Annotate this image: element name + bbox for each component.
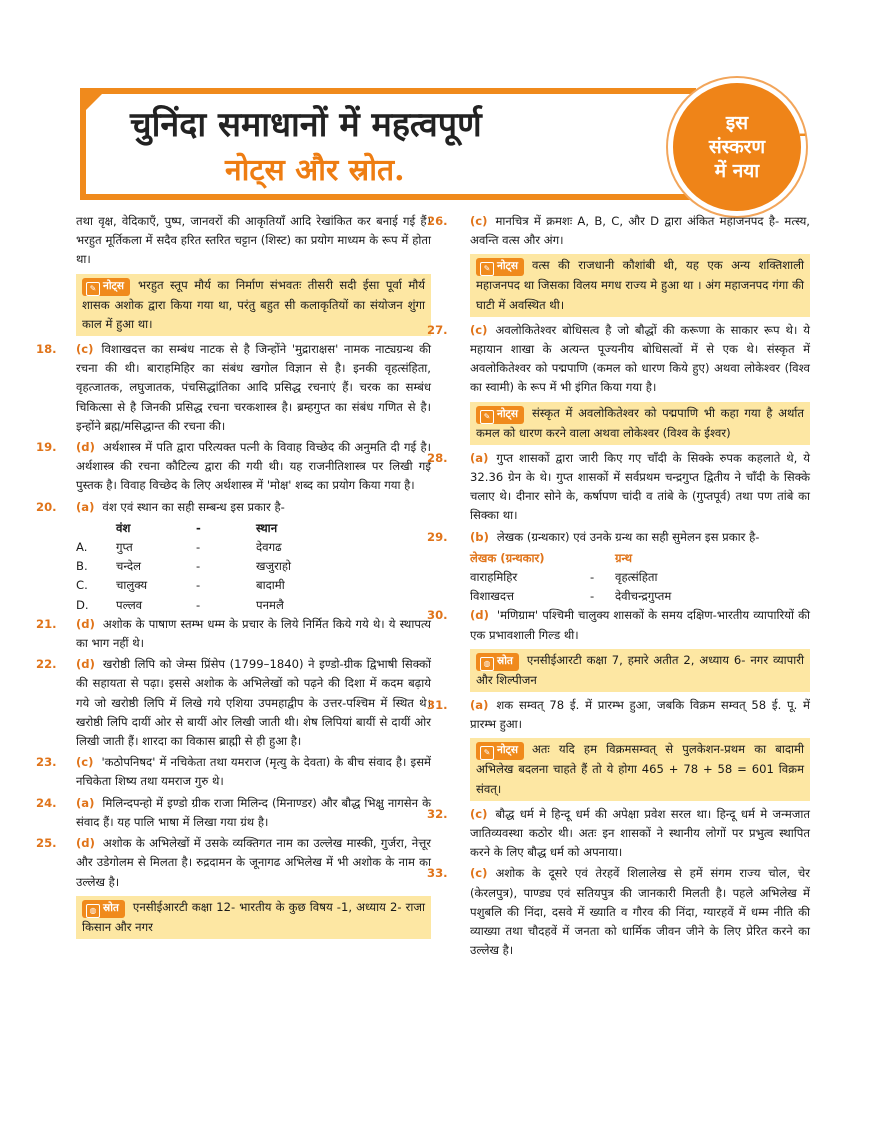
notes-tag: ✎ नोट्स [82, 278, 130, 296]
notes-box: ✎ नोट्स अतः यदि हम विक्रमसम्वत् से पुलकेशन-प्रथम का बादामी अभिलेख बदलना चाहते हैं तो ये होगा 465 + 78 + 58 = 601 विक्रम संवत्। [470, 738, 810, 800]
question-23: 23. (c) 'कठोपनिषद' में नचिकेता तथा यमराज (मृत्यु के देवता) के बीच संवाद है। इसमें नचिकेता शिष्य तथा यमराज गुरु थे। [36, 755, 431, 789]
page-title: चुनिंदा समाधानों में महत्वपूर्ण [130, 105, 482, 145]
notes-tag: ✎ नोट्स [476, 406, 524, 424]
question-31: 31. (a) शक सम्वत् 78 ई. में प्रारम्भ हुआ, जबकि विक्रम सम्वत् 58 ई. पू. में प्रारम्भ हुआ। [427, 698, 810, 732]
question-30: 30. (d) 'मणिग्राम' पश्चिमी चालुक्य शासकों के समय दक्षिण-भारतीय व्यापारियों की एक प्रभावशाली गिल्ड थी। [427, 608, 810, 642]
intro-paragraph: तथा वृक्ष, वेदिकाएँ, पुष्प, जानवरों की आकृतियाँ आदि रेखांकित कर बनाई गई हैं। भरहुत मूर्तिकला में सदैव हरित स्तरित चट्टान (शिस्ट) का प्रयोग माध्यम के रूप में होता था। [76, 214, 431, 267]
question-22: 22. (d) खरोष्ठी लिपि को जेम्स प्रिंसेप (1799–1840) ने इण्डो-ग्रीक द्विभाषी सिक्कों की सहायता से पढ़ा। इससे अशोक के अभिलेखों को पढ़ने की दिशा में कदम बढ़ाये गये जो खरोष्ठी लिपि में लिखे गये एशिया उपमहाद्वीप के उत्तर-पश्चिम में स्थित थे। खरोष्ठी लिपि दायीं ओर से बायीं ओर लिखी जाती थी। शेष लिपियां बायीं से दायीं ओर लिखी जाती हैं। शारदा का विकास ब्राह्मी से ही हुआ है। [36, 657, 431, 749]
question-26: 26. (c) मानचित्र में क्रमशः A, B, C, और D द्वारा अंकित महाजनपद है- मत्स्य, अवन्ति वत्स और अंग। [427, 214, 810, 248]
question-20: 20. (a) वंश एवं स्थान का सही सम्बन्ध इस प्रकार है- [36, 499, 285, 514]
question-24: 24. (a) मिलिन्दपन्हो में इण्डो ग्रीक राजा मिलिन्द (मिनाण्डर) और बौद्ध भिक्षु नागसेन के संवाद हैं। यह पालि भाषा में लिखा गया ग्रंथ है। [36, 795, 431, 829]
pencil-icon: ✎ [480, 410, 494, 424]
page-subtitle: नोट्स और स्रोत. [225, 153, 405, 188]
source-tag: ◍ स्रोत [82, 900, 125, 918]
badge-line-1: इस [725, 112, 749, 134]
badge-line-3: में नया [714, 160, 760, 182]
right-column [427, 212, 810, 963]
globe-icon: ◍ [480, 657, 494, 671]
dynasty-place-table: वंश - स्थान A. गुप्त - देवगढ B. चन्देल - खजुराहो C. चालुक्य - बादामी D. पल्लव - पनमलै [76, 520, 291, 612]
notes-box: ✎ नोट्स वत्स की राजधानी कौशांबी थी, यह एक अन्य शक्तिशाली महाजनपद था जिसका विलय मगध राज्य मे हुआ था । अंग महाजनपद गंगा की घाटी में अवस्थित थी। [470, 254, 810, 316]
question-33: 33. (c) अशोक के दूसरे एवं तेरहवें शिलालेख से हमें संगम राज्य चोल, चेर (केरलपुत्र), पाण्ड्य एवं सतियपुत्र की जानकारी मिलती है। पहले अभिलेख में पशुबलि की निंदा, दसवे में ख्याति व गौरव की निंदा, ग्यारहवें में धम्म नीति की व्याख्या तथा चौदहवें में जनता को धार्मिक जीवन जीने के लिए प्रेरित करने का उल्लेख है। [427, 866, 810, 958]
notes-tag: ✎ नोट्स [476, 258, 524, 276]
left-column [36, 212, 431, 943]
question-28: 28. (a) गुप्त शासकों द्वारा जारी किए गए चाँदी के सिक्के रुपक कहलाते थे, ये 32.36 ग्रेन के थे। गुप्त शासकों में सर्वप्रथम चन्द्रगुप्त द्वितीय ने चाँदी के सिक्के चलाए थे। दीनार सोने के, कर्षापण चांदी व तांबे के (गुप्तपूर्व) तथा पण तांबे का सिक्का था। [427, 450, 810, 523]
pencil-icon: ✎ [86, 282, 100, 296]
author-work-table: लेखक (ग्रन्थकार) ग्रन्थ वाराहमिहिर - वृहत्संहिता विशाखदत्त - देवीचन्द्रगुप्तम [470, 550, 672, 604]
question-18: 18. (c) विशाखदत्त का सम्बंध नाटक से है जिन्होंने 'मुद्राराक्षस' नामक नाट्यग्रन्थ की रचना की थी। बाराहमिहिर का संबंध खगोल विज्ञान से है। इनकी वृहत्संहिता, वृहत्जातक, लघुजातक, पंचसिद्धांतिका आदि प्रसिद्ध रचनाएं हैं। चरक का सम्बंध चिकित्सा से है जिनकी प्रसिद्ध रचना चरकशास्त्र है। ब्रम्हगुप्त का संबंध गणित से है। इन्होंने ब्रह्म/मसिद्धान्त की रचना की। [36, 342, 431, 433]
question-21: 21. (d) अशोक के पाषाण स्तम्भ धम्म के प्रचार के लिये निर्मित किये गये थे। ये स्थापत्य का भाग नहीं थे। [36, 616, 431, 651]
question-25: 25. (d) अशोक के अभिलेखों में उसके व्यक्तिगत नाम का उल्लेख मास्की, गुर्जरा, नेत्तूर और उडेगोलम से मिलता है। रुद्रदामन के जूनागढ अभिलेख में भी अशोक के नाम का उल्लेख है। [36, 836, 431, 889]
badge-line-2: संस्करण [708, 136, 766, 158]
source-tag: ◍ स्रोत [476, 653, 519, 671]
globe-icon: ◍ [86, 904, 100, 918]
notes-box: ✎ नोट्स भरहुत स्तूप मौर्य का निर्माण संभवतः तीसरी सदी ईसा पूर्वा मौर्य शासक अशोक द्वारा किया गया था, परंतु बहुत सी कलाकृतियों का संयोजन शुंगा काल में हुआ था। [76, 274, 431, 336]
question-19: 19. (d) अर्थशास्त्र में पति द्वारा परित्यक्त पत्नी के विवाह विच्छेद की अनुमति दी गई है। अर्थशास्त्र की रचना कौटिल्य द्वारा की गयी थी। यह राजनीतिशास्त्र पर लिखी गई पुस्तक है। विवाह विच्छेद के लिए अर्थशास्त्र में 'मोक्ष' शब्द का प्रयोग किया गया है। [36, 440, 431, 493]
question-29: 29. (b) लेखक (ग्रन्थकार) एवं उनके ग्रन्थ का सही सुमेलन इस प्रकार है- [427, 529, 760, 544]
new-edition-badge [668, 78, 806, 216]
source-box: ◍ स्रोत एनसीईआरटी कक्षा 12- भारतीय के कुछ विषय -1, अध्याय 2- राजा किसान और नगर [76, 896, 431, 939]
pencil-icon: ✎ [480, 746, 494, 760]
source-box: ◍ स्रोत एनसीईआरटी कक्षा 7, हमारे अतीत 2, अध्याय 6- नगर व्यापारी और शिल्पीजन [470, 649, 810, 692]
notes-box: ✎ नोट्स संस्कृत में अवलोकितेश्वर को पद्मपाणि भी कहा गया है अर्थात कमल को धारण करने वाला अथवा लोकेश्वर (विश्व के ईश्वर) [470, 402, 810, 445]
question-27: 27. (c) अवलोकितेश्वर बोधिसत्व है जो बौद्धों की करूणा के साकार रूप थे। ये महायान शाखा के अत्यन्त पूज्यनीय बोधिसत्वों में से एक थे। संस्कृत में अवलोकितेश्वर को पद्मपाणि (कमल को धारण किये हुए) अथवा लोकेश्वर (विश्व का स्वामी) के रूप में भी इंगित किया गया है। [427, 322, 810, 395]
decorative-dash-icon: ⁃ [798, 124, 807, 145]
notes-tag: ✎ नोट्स [476, 742, 524, 760]
question-32: 32. (c) बौद्ध धर्म मे हिन्दू धर्म की अपेक्षा प्रवेश सरल था। हिन्दू धर्म मे जन्मजात जातिव्यवस्था कठोर थी। अतः इन शासकों ने स्थानीय लोगों पर प्रभुत्व स्थापित करने के लिए बौद्ध धर्म को अपनाया। [427, 806, 810, 860]
pencil-icon: ✎ [480, 262, 494, 276]
